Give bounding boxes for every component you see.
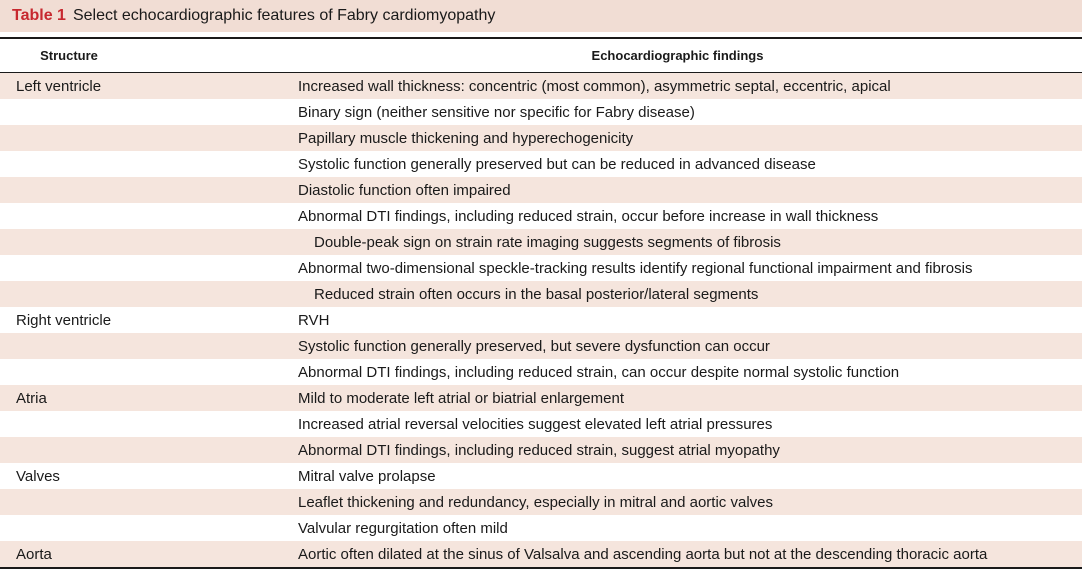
table-number: Table 1 — [12, 7, 66, 24]
table-caption — [0, 0, 1082, 32]
table-row — [0, 203, 1082, 229]
table-body — [0, 73, 1082, 567]
header-structure: Structure — [40, 48, 98, 63]
table-row — [0, 125, 1082, 151]
structure-cell: Valves — [16, 467, 60, 485]
finding-cell: Systolic function generally preserved but can be reduced in advanced disease — [298, 155, 816, 173]
finding-cell: Abnormal DTI findings, including reduced strain, occur before increase in wall thickness — [298, 207, 879, 225]
finding-cell: Mitral valve prolapse — [298, 467, 436, 485]
table-header — [0, 39, 1082, 73]
finding-cell: Leaflet thickening and redundancy, especially in mitral and aortic valves — [298, 493, 773, 511]
finding-cell: Aortic often dilated at the sinus of Valsalva and ascending aorta but not at the descending thoracic aorta — [298, 545, 988, 563]
finding-cell: Double-peak sign on strain rate imaging suggests segments of fibrosis — [314, 233, 781, 251]
structure-cell: Left ventricle — [16, 77, 102, 95]
structure-cell: Aorta — [16, 545, 52, 563]
table-row — [0, 333, 1082, 359]
header-findings: Echocardiographic findings — [591, 48, 764, 63]
table-row — [0, 281, 1082, 307]
table-row — [0, 359, 1082, 385]
table-row — [0, 489, 1082, 515]
table-row — [0, 73, 1082, 99]
table-row — [0, 255, 1082, 281]
table-row — [0, 99, 1082, 125]
finding-cell: Reduced strain often occurs in the basal posterior/lateral segments — [314, 285, 759, 303]
finding-cell: Systolic function generally preserved, but severe dysfunction can occur — [298, 337, 770, 355]
table-title: Select echocardiographic features of Fabry cardiomyopathy — [72, 7, 496, 24]
finding-cell: Papillary muscle thickening and hyperechogenicity — [298, 129, 634, 147]
table-row — [0, 515, 1082, 541]
structure-cell: Right ventricle — [16, 311, 112, 329]
finding-cell: Binary sign (neither sensitive nor specific for Fabry disease) — [298, 103, 695, 121]
table-row — [0, 463, 1082, 489]
finding-cell: RVH — [298, 311, 330, 329]
table-row — [0, 229, 1082, 255]
table-row — [0, 151, 1082, 177]
table-row — [0, 437, 1082, 463]
finding-cell: Abnormal two-dimensional speckle-tracking results identify regional functional impairment and fibrosis — [298, 259, 973, 277]
table-row — [0, 385, 1082, 411]
finding-cell: Increased wall thickness: concentric (most common), asymmetric septal, eccentric, apical — [298, 77, 891, 95]
finding-cell: Abnormal DTI findings, including reduced strain, suggest atrial myopathy — [298, 441, 780, 459]
finding-cell: Increased atrial reversal velocities suggest elevated left atrial pressures — [298, 415, 773, 433]
table-row — [0, 177, 1082, 203]
finding-cell: Abnormal DTI findings, including reduced strain, can occur despite normal systolic function — [298, 363, 900, 381]
finding-cell: Diastolic function often impaired — [298, 181, 511, 199]
table-row — [0, 411, 1082, 437]
finding-cell: Valvular regurgitation often mild — [298, 519, 508, 537]
bottom-rule — [0, 567, 1082, 569]
table-row — [0, 541, 1082, 567]
finding-cell: Mild to moderate left atrial or biatrial enlargement — [298, 389, 624, 407]
table-row — [0, 307, 1082, 333]
structure-cell: Atria — [16, 389, 47, 407]
